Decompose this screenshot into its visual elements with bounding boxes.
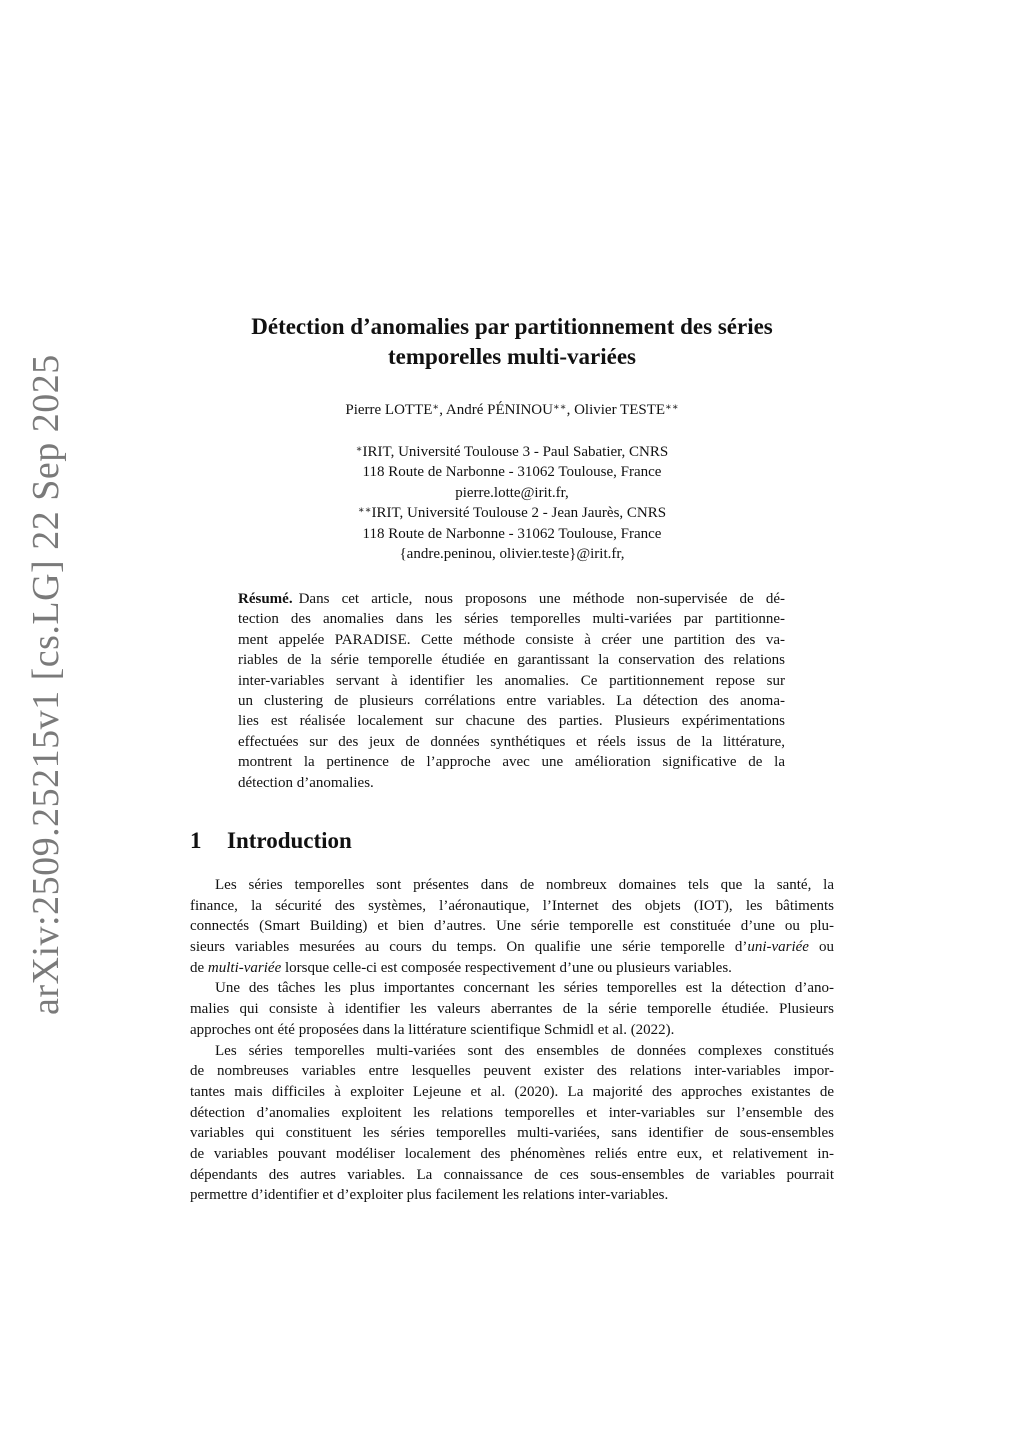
paragraph	[190, 978, 834, 1040]
abstract-line	[238, 589, 785, 609]
affiliation-mark: ∗	[432, 402, 440, 413]
abstract-label: Résumé.	[238, 591, 293, 607]
author-email: {andre.peninou, olivier.teste}@irit.fr,	[399, 545, 625, 562]
affiliation-text: IRIT, Université Toulouse 2 - Jean Jaurès, CNRS	[371, 505, 667, 522]
affiliations	[190, 442, 834, 564]
abstract-text: Dans cet article, nous proposons une méthode non-supervisée de dé-	[298, 591, 785, 607]
abstract-line: riables de la série temporelle étudiée en garantissant la conservation des relations	[238, 652, 785, 669]
abstract-line: ment appelée PARADISE. Cette méthode consiste à créer une partition des va-	[238, 631, 785, 648]
affiliation-line: 118 Route de Narbonne - 31062 Toulouse, France	[362, 525, 662, 542]
abstract-line: un clustering de plusieurs corrélations entre variables. La détection des anoma-	[238, 692, 785, 709]
affiliation-line: 118 Route de Narbonne - 31062 Toulouse, France	[362, 464, 662, 481]
abstract-line: montrent la pertinence de l’approche avec une amélioration significative de la	[238, 754, 785, 771]
author-name: Olivier TESTE	[574, 402, 666, 418]
section-body	[190, 875, 834, 1206]
body-line: Une des tâches les plus importantes concernant les séries temporelles est la détection d’ano-	[215, 980, 834, 997]
abstract-line: effectuées sur des jeux de données synthétiques et réels issus de la littérature,	[238, 733, 785, 750]
author-separator: ,	[566, 402, 575, 418]
paper-title	[190, 312, 834, 372]
paragraph	[190, 875, 834, 978]
body-line: de variables pouvant modéliser localement des phénomènes reliés entre eux, et relativement in-	[190, 1145, 834, 1162]
body-line: tantes mais difficiles à exploiter Lejeune et al. (2020). La majorité des approches existantes de	[190, 1083, 834, 1100]
author-name: André PÉNINOU	[445, 402, 553, 418]
body-line	[190, 937, 834, 958]
body-line: Les séries temporelles multi-variées sont des ensembles de données complexes constitués	[215, 1042, 834, 1059]
section-number: 1	[190, 828, 202, 853]
body-text: ou	[808, 939, 834, 956]
body-line	[190, 958, 834, 979]
body-line: variables qui constituent les séries temporelles multi-variées, sans identifier de sous-ensembles	[190, 1125, 834, 1142]
body-line: connectés (Smart Building) et bien d’autres. Une série temporelle est constituée d’une ou plu-	[190, 918, 834, 935]
body-line: de nombreuses variables entre lesquelles peuvent exister des relations inter-variables impor-	[190, 1063, 834, 1080]
body-text: sieurs variables mesurées au cours du temps. On qualifie une série temporelle d’	[190, 939, 748, 956]
emphasized-term: multi-variée	[207, 959, 282, 976]
body-line: permettre d’identifier et d’exploiter plus facilement les relations inter-variables.	[190, 1187, 669, 1204]
affiliation-line	[190, 503, 834, 523]
body-line: finance, la sécurité des systèmes, l’aéronautique, l’Internet des objets (IOT), les bâtiments	[190, 897, 834, 914]
affiliation-mark: ∗∗	[357, 505, 372, 517]
body-line: dépendants des autres variables. La connaissance de ces sous-ensembles de variables pourrait	[190, 1166, 834, 1183]
abstract-line: détection d’anomalies.	[238, 774, 374, 791]
body-text: lorsque celle-ci est composée respectivement d’une ou plusieurs variables.	[281, 959, 732, 976]
affiliation-text: IRIT, Université Toulouse 3 - Paul Sabatier, CNRS	[362, 444, 669, 460]
abstract	[238, 589, 785, 793]
title-line: Détection d’anomalies par partitionnement des séries	[251, 314, 773, 339]
arxiv-identifier-stamp: arXiv:2509.25215v1 [cs.LG] 22 Sep 2025	[25, 354, 67, 1015]
abstract-line: lies est réalisée localement sur chacune des parties. Plusieurs expérimentations	[238, 713, 785, 730]
affiliation-mark: ∗∗	[552, 402, 567, 413]
body-text: de	[190, 959, 208, 976]
author-email: pierre.lotte@irit.fr,	[455, 484, 569, 501]
body-line: Les séries temporelles sont présentes dans de nombreux domaines tels que la santé, la	[215, 877, 834, 893]
affiliation-line	[190, 442, 834, 462]
affiliation-mark: ∗	[355, 444, 363, 455]
title-line: temporelles multi-variées	[387, 344, 637, 369]
body-line: malies qui consiste à identifier les valeurs aberrantes de la série temporelle étudiée. Plusieurs	[190, 1001, 834, 1018]
paragraph	[190, 1041, 834, 1207]
section-title: Introduction	[227, 828, 352, 853]
body-line: approches ont été proposées dans la littérature scientifique Schmidl et al. (2022).	[190, 1021, 675, 1038]
author-separator: ,	[439, 402, 446, 418]
emphasized-term: uni-variée	[747, 939, 809, 956]
affiliation-mark: ∗∗	[665, 402, 679, 413]
author-list	[190, 400, 834, 420]
author-name: Pierre LOTTE	[345, 402, 433, 418]
abstract-line: tection des anomalies dans les séries temporelles multi-variées par partitionne-	[238, 611, 785, 628]
body-line: détection d’anomalies exploitent les relations temporelles et inter-variables sur l’ensemble des	[190, 1104, 834, 1121]
abstract-line: inter-variables servant à identifier les anomalies. Ce partitionnement repose sur	[238, 672, 785, 689]
section-heading	[190, 828, 352, 854]
